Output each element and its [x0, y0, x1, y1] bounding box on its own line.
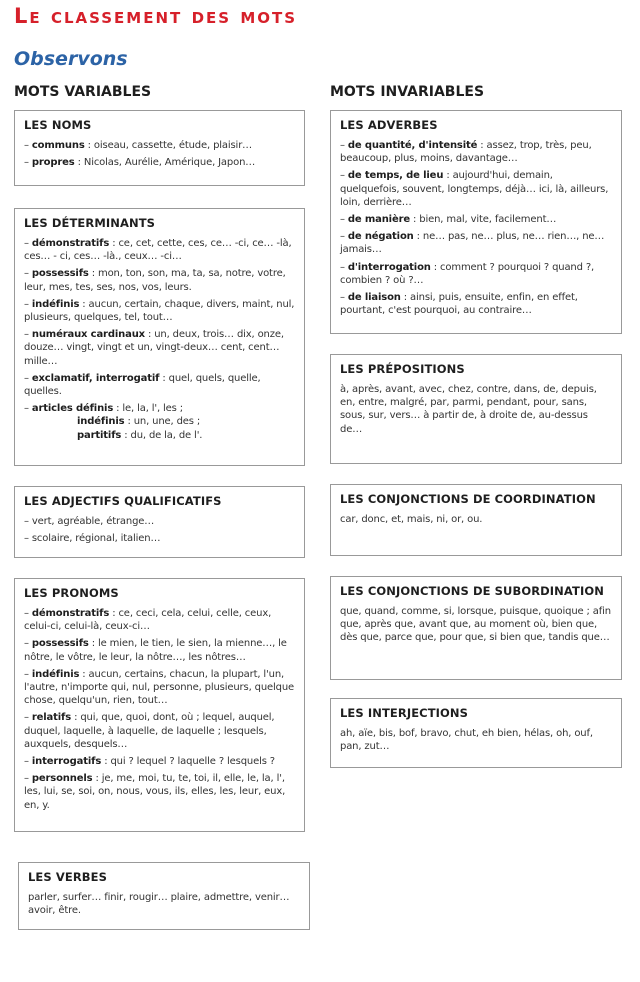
- adverbes-title: LES ADVERBES: [340, 118, 438, 132]
- verbes-text: parler, surfer… finir, rougir… plaire, admettre, venir… avoir, être.: [28, 892, 290, 917]
- verbes-title: LES VERBES: [28, 870, 107, 884]
- prepositions-box: [330, 354, 622, 464]
- list-item: – de liaison : ainsi, puis, ensuite, enfin, en effet, pourtant, c'est pourquoi, au contraire…: [340, 292, 578, 317]
- list-item: – personnels : je, me, moi, tu, te, toi, il, elle, le, la, l', les, lui, se, soi, on, nous, vous, ils, elles, les, leur, eux, en, y.: [24, 773, 286, 811]
- list-sub-item: indéfinis : un, une, des ;: [77, 416, 201, 428]
- coordination-text: car, donc, et, mais, ni, or, ou.: [340, 514, 483, 525]
- list-item: – indéfinis : aucun, certain, chaque, divers, maint, nul, plusieurs, quelques, tel, tout…: [24, 298, 295, 324]
- list-item: – d'interrogation : comment ? pourquoi ? quand ?, combien ? où ?…: [340, 261, 595, 286]
- coordination-title: LES CONJONCTIONS DE COORDINATION: [340, 492, 596, 506]
- interjections-box: [330, 698, 622, 768]
- subordination-text: que, quand, comme, si, lorsque, puisque, quoique ; afin que, après que, avant que, au moment où, bien que, dès que, parce que, pour que, si bien que, tandis que…: [340, 606, 611, 644]
- list-item: – indéfinis : aucun, certains, chacun, la plupart, l'un, l'autre, n'importe qui, nul, personne, plusieurs, quelque chose, quelqu'un, rien, tout…: [24, 668, 295, 707]
- list-item: – possessifs : mon, ton, son, ma, ta, sa, notre, votre, leur, mes, tes, ses, nos, vos, leurs.: [24, 268, 286, 293]
- page-title: Le classement des mots: [14, 4, 298, 28]
- prepositions-title: LES PRÉPOSITIONS: [340, 362, 465, 376]
- interjections-title: LES INTERJECTIONS: [340, 706, 469, 720]
- list-item: – de quantité, d'intensité : assez, trop, très, peu, beaucoup, plus, moins, davantage…: [340, 140, 592, 165]
- subordination-box: [330, 576, 622, 680]
- subordination-title: LES CONJONCTIONS DE SUBORDINATION: [340, 584, 604, 598]
- list-item: – propres : Nicolas, Aurélie, Amérique, Japon…: [24, 157, 256, 169]
- list-item: – de manière : bien, mal, vite, facilement…: [340, 214, 557, 226]
- list-item: – numéraux cardinaux : un, deux, trois… dix, onze, douze… vingt, vingt et un, vingt-deux… cent, cent… mille…: [24, 329, 284, 367]
- list-item: – articles définis : le, la, l', les ;: [24, 403, 183, 415]
- list-item: – vert, agréable, étrange…: [24, 516, 155, 527]
- adverbes-box: [330, 110, 622, 334]
- list-item: – exclamatif, interrogatif : quel, quels, quelle, quelles.: [24, 372, 261, 398]
- list-item: – possessifs : le mien, le tien, le sien, la mienne…, le nôtre, le vôtre, le leur, la nôtre…, les nôtres…: [24, 638, 287, 663]
- right-column-heading: MOTS INVARIABLES: [330, 84, 485, 100]
- list-sub-item: partitifs : du, de la, de l'.: [77, 429, 203, 441]
- section-subtitle: Observons: [14, 48, 128, 70]
- verbes-box: [18, 862, 310, 930]
- list-item: – démonstratifs : ce, ceci, cela, celui, celle, ceux, celui-ci, celui-là, ceux-ci…: [24, 608, 272, 633]
- determinants-box: [14, 208, 305, 466]
- left-column-heading: MOTS VARIABLES: [14, 84, 152, 100]
- prepositions-text: à, après, avant, avec, chez, contre, dans, de, depuis, en, entre, malgré, par, parmi, pendant, pour, sans, sous, sur, vers… à partir de, à droite de, au-dessus de…: [340, 384, 597, 435]
- list-item: – interrogatifs : qui ? lequel ? laquelle ? lesquels ?: [24, 756, 275, 768]
- noms-box: [14, 110, 305, 186]
- pronoms-title: LES PRONOMS: [24, 586, 119, 600]
- list-item: – communs : oiseau, cassette, étude, plaisir…: [24, 140, 252, 151]
- list-item: – de négation : ne… pas, ne… plus, ne… rien…, ne… jamais…: [340, 231, 605, 256]
- coordination-box: [330, 484, 622, 556]
- interjections-text: ah, aïe, bis, bof, bravo, chut, eh bien, hélas, oh, ouf, pan, zut…: [340, 728, 593, 753]
- adjectifs-box: [14, 486, 305, 558]
- noms-title: LES NOMS: [24, 118, 92, 132]
- determinants-title: LES DÉTERMINANTS: [24, 216, 156, 230]
- pronoms-box: [14, 578, 305, 832]
- list-item: – scolaire, régional, italien…: [24, 533, 161, 545]
- adjectifs-title: LES ADJECTIFS QUALIFICATIFS: [24, 494, 222, 508]
- list-item: – démonstratifs : ce, cet, cette, ces, ce… -ci, ce… -là, ces… - ci, ces… -là., ceux… -ci…: [24, 238, 292, 263]
- list-item: – relatifs : qui, que, quoi, dont, où ; lequel, auquel, duquel, laquelle, à laquelle, de laquelle ; lesquels, auxquels, desquels…: [24, 712, 275, 750]
- list-item: – de temps, de lieu : aujourd'hui, demain, quelquefois, souvent, longtemps, déjà… ici, là, ailleurs, loin, derrière…: [340, 170, 609, 208]
